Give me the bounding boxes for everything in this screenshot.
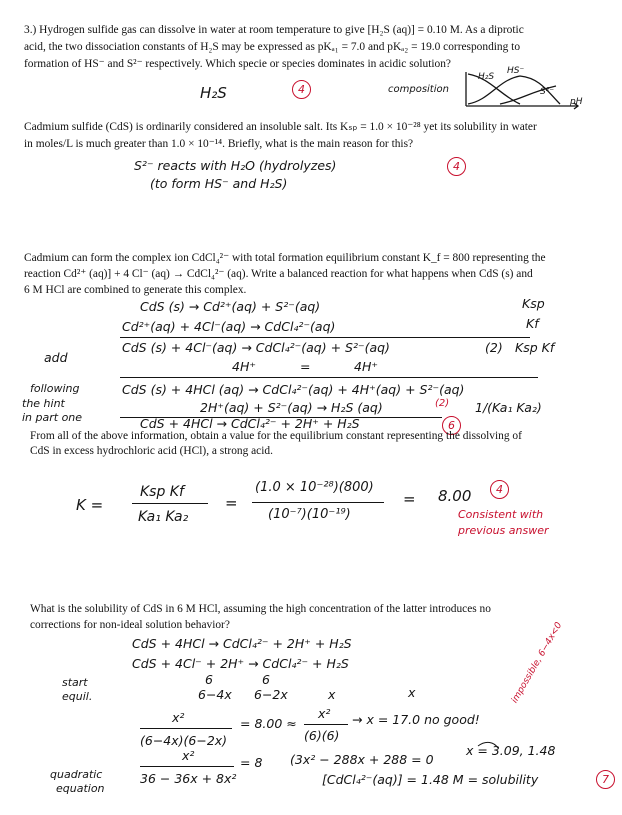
q5-text-line-1: What is the solubility of CdS in 6 M HCl, assuming the high concentration of the latter introduces no: [30, 603, 491, 615]
q2-text-line-1: Cadmium sulfide (CdS) is ordinarily considered an insoluble salt. Its Kₛₚ = 1.0 × 10⁻²⁸ yet its solubility in water: [24, 121, 537, 133]
q1-sketch-hs: HS⁻: [507, 66, 525, 76]
q5-equation-2: CdS + 4Cl⁻ + 2H⁺ → CdCl₄²⁻ + H₂S: [132, 656, 349, 671]
q3-h-equals: =: [300, 359, 311, 374]
q4-equals-1: =: [225, 494, 238, 512]
q1-sketch-label: composition: [388, 84, 449, 95]
q2-answer-line-2: (to form HS⁻ and H₂S): [150, 176, 288, 191]
q1-answer: H₂S: [200, 84, 227, 102]
q5-quadratic-label-1: quadratic: [50, 768, 103, 781]
q3-reaction-1-k: Ksp: [522, 296, 545, 311]
q5-roots: x = 3.09, 1.48: [466, 743, 556, 758]
q5-text-line-2: corrections for non-ideal solution behavior?: [30, 619, 230, 631]
q5-quadratic-equation: (3x² − 288x + 288 = 0: [290, 752, 434, 767]
q3-follow-note-1: following: [30, 382, 80, 395]
q2-answer-line-1: S²⁻ reacts with H₂O (hydrolyzes): [134, 158, 337, 173]
q4-equals-2: =: [403, 490, 416, 508]
q4-result: 8.00: [438, 487, 472, 505]
q4-denominator-symbolic: Ka₁ Ka₂: [138, 509, 189, 525]
q4-denominator-numeric: (10⁻⁷)(10⁻¹⁹): [268, 507, 351, 522]
q5-equil-h: 6−2x: [254, 687, 288, 702]
q5-frac-numerator: x²: [172, 710, 185, 725]
q3-reaction-5-score: (2): [435, 398, 450, 409]
q4-note-2: previous answer: [458, 524, 549, 537]
q1-text-line-1: 3.) Hydrogen sulfide gas can dissolve in water at room temperature to give [H₂S (aq)] = 0.10 M. As a diprotic: [24, 24, 524, 36]
q3-add-note: add: [44, 350, 68, 365]
q3-text-line-2: reaction Cd²⁺ (aq)] + 4 Cl⁻ (aq) → CdCl₄²⁻ (aq). Write a balanced reaction for what happens when CdS (s) and: [24, 268, 533, 280]
q4-k-label: K =: [76, 496, 104, 514]
q3-score: 6: [442, 416, 461, 435]
q5-equil-label: equil.: [62, 690, 93, 703]
q5-equil-cl: 6−4x: [198, 687, 232, 702]
q1-text-line-2: acid, the two dissociation constants of H₂S may be expressed as pKₐ₁ = 7.0 and pKₐ₂ = 19.0 corresponding to: [24, 41, 521, 53]
q3-follow-note-2: the hint: [22, 397, 65, 410]
q3-reaction-2: Cd²⁺(aq) + 4Cl⁻(aq) → CdCl₄²⁻(aq): [122, 319, 336, 334]
q5-frac-denominator: (6−4x)(6−2x): [140, 733, 228, 748]
q3-h-left: 4H⁺: [232, 359, 256, 374]
q1-sketch-s: S²⁻: [540, 87, 555, 97]
q5-frac3-numerator: x²: [182, 748, 195, 763]
q1-score: 4: [292, 80, 311, 99]
q5-start-label: start: [62, 676, 88, 689]
q2-text-line-2: in moles/L is much greater than 1.0 × 10⁻¹⁴. Briefly, what is the main reason for this?: [24, 138, 414, 150]
q5-frac3-denominator: 36 − 36x + 8x²: [140, 771, 237, 786]
q3-reaction-4: CdS (s) + 4HCl (aq) → CdCl₄²⁻(aq) + 4H⁺(aq) + S²⁻(aq): [122, 382, 465, 397]
q3-h-right: 4H⁺: [354, 359, 378, 374]
q5-equation-1: CdS + 4HCl → CdCl₄²⁻ + 2H⁺ + H₂S: [132, 636, 352, 651]
q3-reaction-1: CdS (s) → Cd²⁺(aq) + S²⁻(aq): [140, 299, 321, 314]
q5-final-answer: [CdCl₄²⁻(aq)] = 1.48 M = solubility: [322, 772, 539, 787]
q3-text-line-1: Cadmium can form the complex ion CdCl₄²⁻ with total formation equilibrium constant K_f = 800 representing the: [24, 252, 546, 264]
q3-reaction-5-k: 1/(Ka₁ Ka₂): [475, 400, 542, 415]
q5-quadratic-label-2: equation: [56, 782, 105, 795]
q1-sketch-ph: pH: [570, 97, 583, 107]
q4-note-1: Consistent with: [458, 508, 544, 521]
q3-reaction-5: 2H⁺(aq) + S²⁻(aq) → H₂S (aq): [200, 400, 383, 415]
q4-text-line-1: From all of the above information, obtain a value for the equilibrium constant representing the dissolving of: [30, 430, 522, 442]
q5-start-cl: 6: [205, 672, 213, 687]
q5-equil-complex: x: [328, 687, 336, 702]
q4-numerator-numeric: (1.0 × 10⁻²⁸)(800): [255, 480, 374, 495]
q3-reaction-6: CdS + 4HCl → CdCl₄²⁻ + 2H⁺ + H₂S: [140, 416, 360, 431]
q5-score: 7: [596, 770, 615, 789]
q3-reaction-3: CdS (s) + 4Cl⁻(aq) → CdCl₄²⁻(aq) + S²⁻(aq): [122, 340, 390, 355]
q5-equil-h2s: x: [408, 685, 416, 700]
q5-frac2-denominator: (6)(6): [304, 728, 340, 743]
q5-frac2-numerator: x²: [318, 706, 331, 721]
q3-follow-note-3: in part one: [22, 411, 83, 424]
q3-reaction-2-k: Kf: [526, 316, 539, 331]
q4-text-line-2: CdS in excess hydrochloric acid (HCl), a strong acid.: [30, 445, 273, 457]
q5-equals-8: = 8: [240, 755, 263, 770]
q4-score: 4: [490, 480, 509, 499]
q1-text-line-3: formation of HS⁻ and S²⁻ respectively. Which specie or species dominates in acidic solution?: [24, 58, 451, 70]
q4-numerator-symbolic: Ksp Kf: [140, 484, 184, 500]
q2-score: 4: [447, 157, 466, 176]
q5-approx-result: → x = 17.0 no good!: [352, 712, 480, 727]
q3-reaction-3-k: Ksp Kf: [515, 340, 555, 355]
q5-start-h: 6: [262, 672, 270, 687]
q3-text-line-3: 6 M HCl are combined to generate this complex.: [24, 284, 247, 296]
q3-reaction-3-score: (2): [485, 340, 503, 355]
q5-impossible-note: impossible, 6−4x<0: [510, 620, 565, 705]
q1-sketch-h2s: H₂S: [478, 72, 495, 82]
q5-approx: = 8.00 ≈: [240, 716, 297, 731]
